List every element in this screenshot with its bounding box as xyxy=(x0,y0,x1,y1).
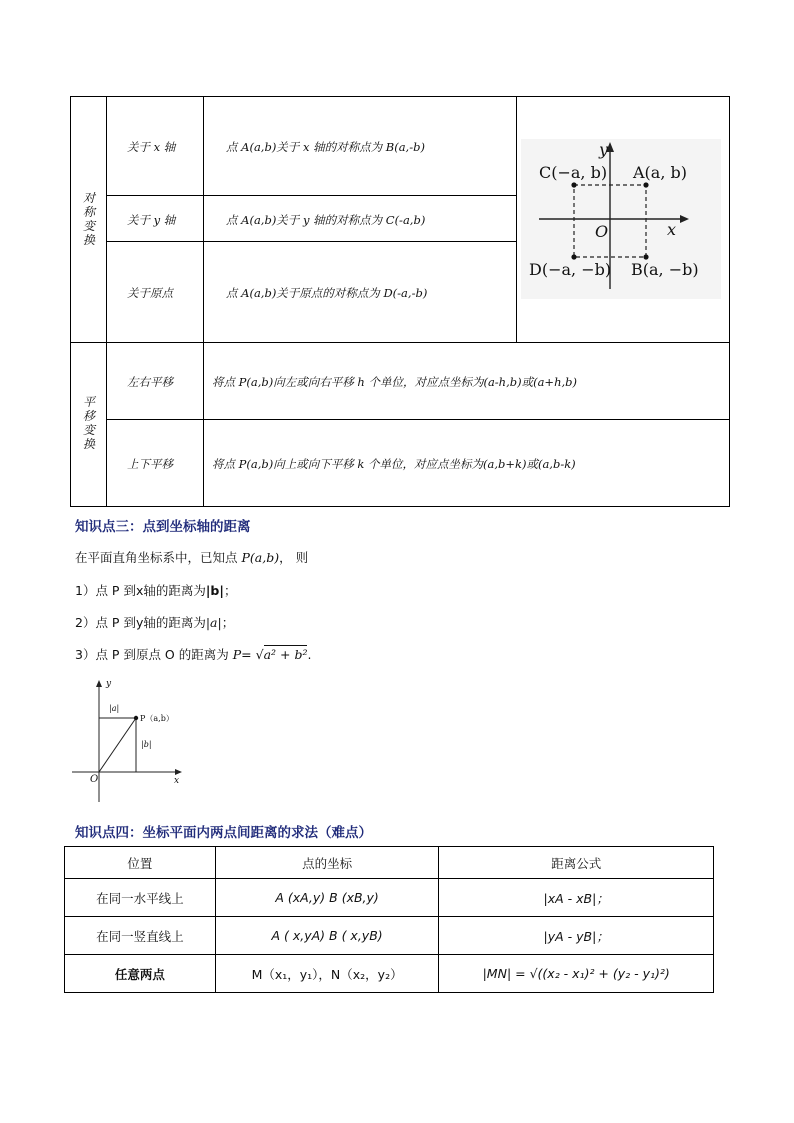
point-D xyxy=(571,254,576,259)
point-A xyxy=(643,182,648,187)
fig-y-arrow xyxy=(96,680,102,687)
symmetry-diagram xyxy=(517,97,729,342)
row-position: 在同一水平线上 xyxy=(65,879,216,917)
fig-label-a: |a| xyxy=(109,704,120,713)
fig-x-arrow xyxy=(175,769,182,775)
section4-heading: 知识点四：坐标平面内两点间距离的求法（难点） xyxy=(75,825,372,841)
fig-label-P: P（a,b） xyxy=(140,714,174,723)
header-coords: 点的坐标 xyxy=(215,847,439,879)
row-position: 在同一竖直线上 xyxy=(65,917,216,955)
fig-label-y: y xyxy=(106,679,112,689)
row-coords: A (xA,y) B (xB,y) xyxy=(215,879,439,917)
group-label-translation: 平移变换 xyxy=(82,395,95,451)
label-C: C(−a, b) xyxy=(539,163,608,182)
table-row xyxy=(65,879,714,917)
row-desc-y-axis: 点 A(a,b)关于 y 轴的对称点为 C(-a,b) xyxy=(226,213,426,227)
table-row xyxy=(65,955,714,993)
label-O: O xyxy=(595,222,609,241)
table-row xyxy=(65,917,714,955)
label-D: D(−a, −b) xyxy=(529,260,612,279)
header-formula: 距离公式 xyxy=(439,847,714,879)
fig-label-b: |b| xyxy=(141,740,152,749)
row-desc-horizontal-shift: 将点 P(a,b)向左或向右平移 h 个单位，对应点坐标为(a-h,b)或(a+h,b) xyxy=(212,375,577,389)
fig-op-line xyxy=(99,718,136,772)
section3-item1: 1）点 P 到x轴的距离为|b|； xyxy=(75,583,237,598)
row-desc-vertical-shift: 将点 P(a,b)向上或向下平移 k 个单位，对应点坐标为(a,b+k)或(a,b-k) xyxy=(212,457,576,471)
fig-label-x: x xyxy=(174,776,180,786)
row-name-horizontal-shift: 左右平移 xyxy=(127,375,173,389)
point-B xyxy=(643,254,648,259)
row-formula: |yA - yB|； xyxy=(439,917,714,955)
row-name-x-axis: 关于 x 轴 xyxy=(127,140,176,154)
section3-item2: 2）点 P 到y轴的距离为|a|； xyxy=(75,615,235,630)
fig-label-O: O xyxy=(90,774,99,785)
section3-item3: 3）点 P 到原点 O 的距离为 P= √a² + b². xyxy=(75,647,312,662)
label-x: x xyxy=(667,220,677,239)
label-A: A(a, b) xyxy=(633,163,687,182)
point-C xyxy=(571,182,576,187)
section3-heading: 知识点三：点到坐标轴的距离 xyxy=(75,519,251,535)
group-label-symmetry: 对称变换 xyxy=(82,191,95,247)
row-desc-x-axis: 点 A(a,b)关于 x 轴的对称点为 B(a,-b) xyxy=(226,140,425,154)
section3-intro: 在平面直角坐标系中，已知点 P(a,b)， 则 xyxy=(75,550,309,565)
row-position: 任意两点 xyxy=(65,955,216,993)
row-coords: M（x₁，y₁），N（x₂，y₂） xyxy=(215,955,439,993)
row-name-y-axis: 关于 y 轴 xyxy=(127,213,176,227)
row-name-vertical-shift: 上下平移 xyxy=(127,457,173,471)
row-name-origin: 关于原点 xyxy=(127,286,173,300)
row-formula: |MN| = √((x₂ - x₁)² + (y₂ - y₁)²) xyxy=(439,955,714,993)
distance-table xyxy=(64,846,714,993)
row-formula: |xA - xB|； xyxy=(439,879,714,917)
header-position: 位置 xyxy=(65,847,216,879)
fig-point-P xyxy=(134,716,138,720)
label-B: B(a, −b) xyxy=(631,260,699,279)
label-y: y xyxy=(599,140,609,159)
distance-figure xyxy=(66,672,196,812)
row-desc-origin: 点 A(a,b)关于原点的对称点为 D(-a,-b) xyxy=(226,286,428,300)
row-coords: A ( x,yA) B ( x,yB) xyxy=(215,917,439,955)
